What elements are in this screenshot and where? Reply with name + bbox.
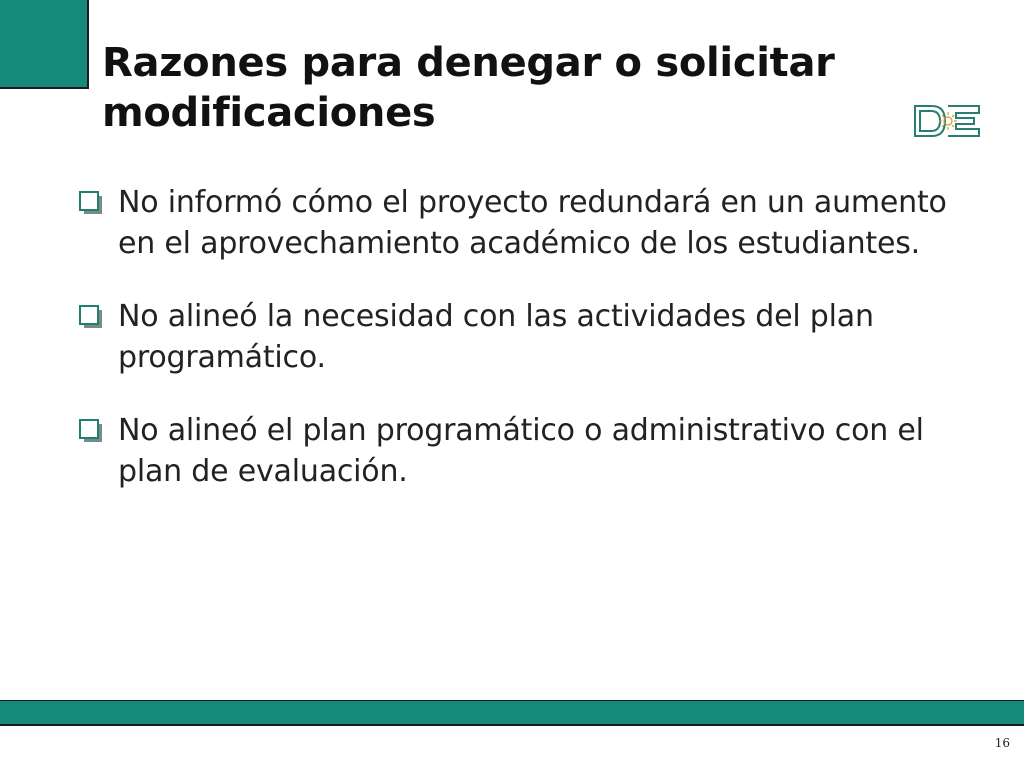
checkbox-bullet-icon [78, 418, 104, 444]
checkbox-bullet-icon [78, 304, 104, 330]
de-logo-icon [912, 100, 982, 142]
corner-accent-square [0, 0, 89, 89]
page-number: 16 [994, 736, 1010, 750]
footer-accent-bar [0, 700, 1024, 726]
bullet-item [78, 296, 958, 378]
bullet-list [78, 182, 958, 492]
bullet-item [78, 182, 958, 264]
bullet-text: No alineó el plan programático o administrativo con el plan de evaluación. [118, 413, 924, 489]
bullet-text: No informó cómo el proyecto redundará en un aumento en el aprovechamiento académico de los estudiantes. [118, 185, 947, 261]
bullet-text: No alineó la necesidad con las actividades del plan programático. [118, 299, 874, 375]
slide-title: Razones para denegar o solicitar modificaciones [102, 40, 835, 136]
bullet-item [78, 410, 958, 492]
checkbox-bullet-icon [78, 190, 104, 216]
